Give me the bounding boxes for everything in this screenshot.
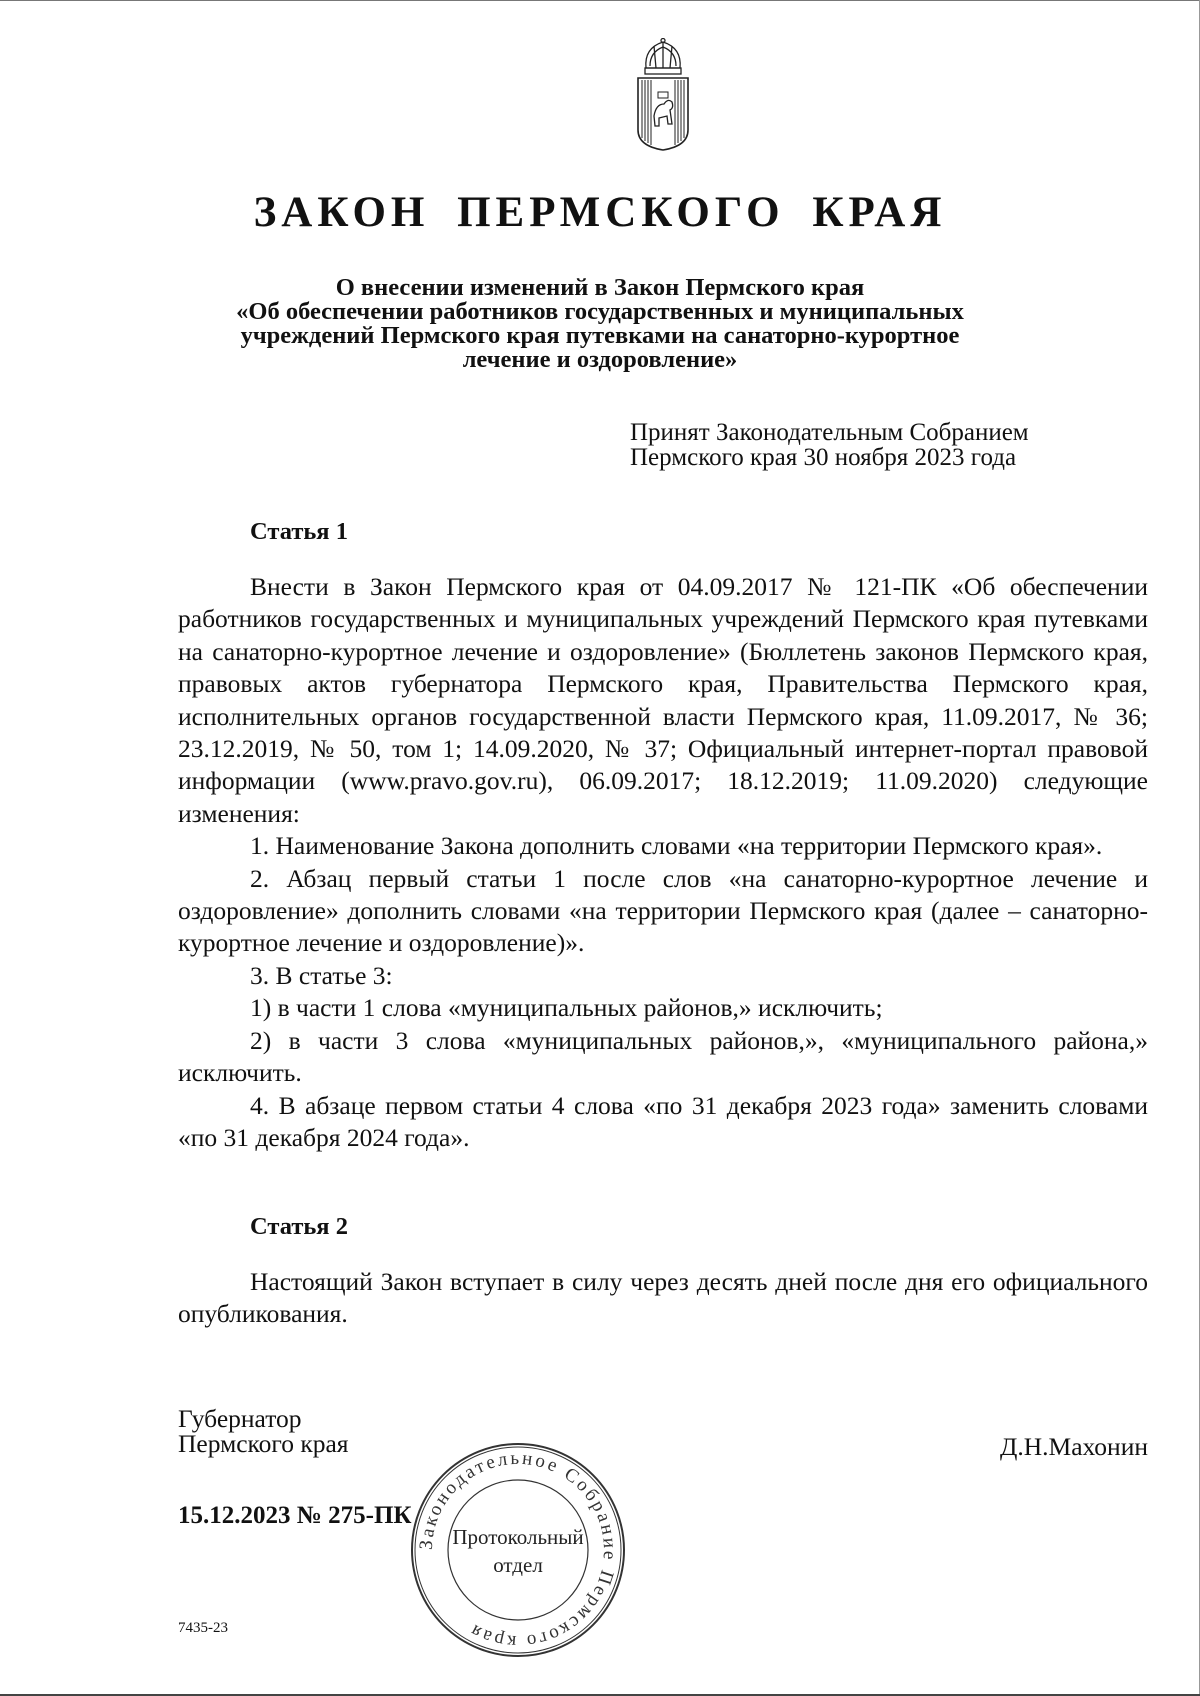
stamp-center-line: отдел: [493, 1553, 543, 1577]
article-2-body: [178, 1266, 1148, 1331]
subtitle-line: учреждений Пермского края путевками на санаторно-курортное: [240, 322, 960, 349]
signatory-position: [178, 1406, 349, 1456]
article-1-body: [178, 571, 1148, 1154]
registration-number: 7435-23: [178, 1620, 228, 1636]
article-paragraph: 2. Абзац первый статьи 1 после слов «на санаторно-курортное лечение и оздоровление» дополнить словами «на территории Пермского края (далее – санаторно-курортное лечение и оздоровление)».: [178, 863, 1148, 958]
coat-of-arms-icon: [628, 38, 698, 152]
stamp-ring-text: Законодательное Собрание Пермского края: [415, 1447, 621, 1653]
article-paragraph: 2) в части 3 слова «муниципальных районов,», «муниципального района,» исключить.: [178, 1025, 1148, 1088]
page-edge-top: [0, 0, 1200, 1]
law-title: ЗАКОН ПЕРМСКОГО КРАЯ: [253, 189, 947, 236]
adoption-note: [630, 420, 1090, 470]
signatory-position-line: Пермского края: [178, 1429, 349, 1458]
law-subtitle: [170, 276, 1030, 372]
subtitle-line: «Об обеспечении работников государственных и муниципальных: [236, 298, 964, 325]
article-paragraph: Настоящий Закон вступает в силу через десять дней после дня его официального опубликования.: [178, 1267, 1148, 1329]
law-date-number: 15.12.2023 № 275-ПК: [178, 1502, 412, 1529]
signatory-name: Д.Н.Махонин: [999, 1432, 1148, 1461]
adoption-line: Принят Законодательным Собранием: [630, 419, 1029, 446]
subtitle-line: О внесении изменений в Закон Пермского края: [335, 274, 865, 301]
subtitle-line: лечение и оздоровление»: [462, 346, 738, 373]
article-paragraph: 4. В абзаце первом статьи 4 слова «по 31 декабря 2023 года» заменить словами «по 31 декабря 2024 года».: [178, 1090, 1148, 1152]
article-1-heading: Статья 1: [250, 518, 348, 545]
signatory-position-line: Губернатор: [178, 1404, 302, 1433]
article-paragraph: 1) в части 1 слова «муниципальных районов,» исключить;: [250, 993, 883, 1023]
adoption-line: Пермского края 30 ноября 2023 года: [630, 444, 1017, 471]
article-2-heading: Статья 2: [250, 1213, 348, 1240]
official-stamp-icon: [408, 1440, 628, 1660]
article-paragraph: 1. Наименование Закона дополнить словами «на территории Пермского края».: [250, 831, 1103, 861]
stamp-center-line: Протокольный: [452, 1525, 584, 1549]
article-paragraph: 3. В статье 3:: [250, 960, 393, 990]
article-paragraph: Внести в Закон Пермского края от 04.09.2017 № 121-ПК «Об обеспечении работников государственных и муниципальных учреждений Пермского края путевками на санаторно-курортное лечение и оздоровление» (Бюллетень законов Пермского края, правовых актов губернатора Пермского края, Правительства Пермского края, исполнительных органов государственной власти Пермского края, 11.09.2017, № 36; 23.12.2019, № 50, том 1; 14.09.2020, № 37; Официальный интернет-портал правовой информации (www.pravo.gov.ru), 06.09.2017; 18.12.2019; 11.09.2020) следующие изменения:: [178, 572, 1148, 828]
